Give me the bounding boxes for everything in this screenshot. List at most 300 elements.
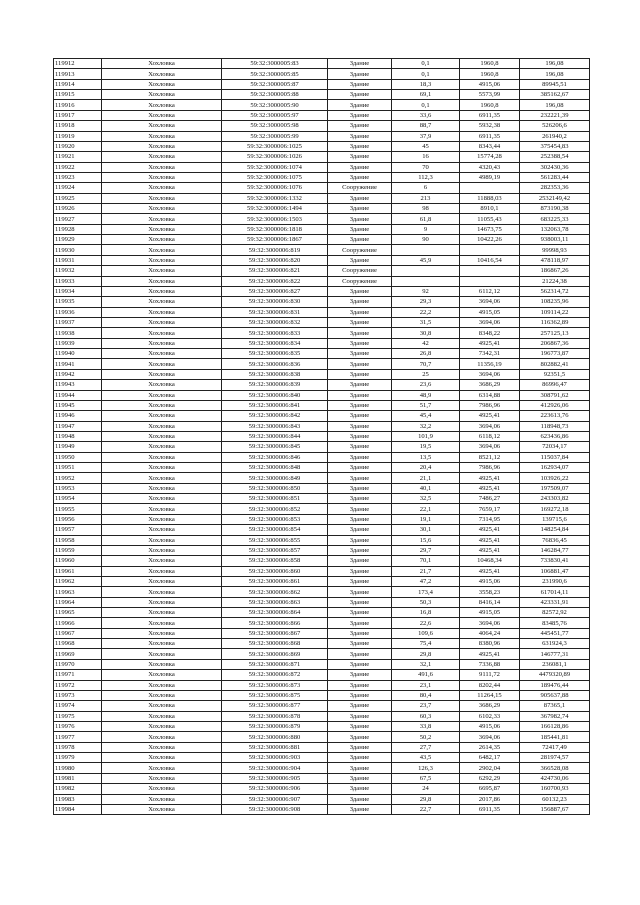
locality-cell: Хохловка xyxy=(102,711,222,721)
record-number-cell: 119924 xyxy=(54,183,102,193)
locality-cell: Хохловка xyxy=(102,763,222,773)
table-row xyxy=(54,172,590,182)
table-row xyxy=(54,193,590,203)
object-type-cell: Здание xyxy=(328,69,392,79)
locality-cell: Хохловка xyxy=(102,566,222,576)
unit-value-cell: 2017,86 xyxy=(460,794,520,804)
locality-cell: Хохловка xyxy=(102,183,222,193)
locality-cell: Хохловка xyxy=(102,556,222,566)
cadastral-value-cell: 257125,13 xyxy=(520,328,590,338)
unit-value-cell: 8202,44 xyxy=(460,680,520,690)
record-number-cell: 119922 xyxy=(54,162,102,172)
object-type-cell: Здание xyxy=(328,742,392,752)
area-cell: 30,1 xyxy=(392,525,460,535)
object-type-cell: Здание xyxy=(328,297,392,307)
cadastral-number-cell: 59:32:3000006:1332 xyxy=(222,193,328,203)
unit-value-cell: 8416,14 xyxy=(460,597,520,607)
unit-value-cell: 6695,87 xyxy=(460,784,520,794)
area-cell: 31,5 xyxy=(392,317,460,327)
object-type-cell: Здание xyxy=(328,442,392,452)
area-cell: 22,2 xyxy=(392,307,460,317)
table-row xyxy=(54,431,590,441)
area-cell: 60,3 xyxy=(392,711,460,721)
area-cell: 0,1 xyxy=(392,69,460,79)
cadastral-number-cell: 59:32:3000006:830 xyxy=(222,297,328,307)
cadastral-number-cell: 59:32:3000006:903 xyxy=(222,753,328,763)
locality-cell: Хохловка xyxy=(102,753,222,763)
table-row xyxy=(54,566,590,576)
area-cell: 126,3 xyxy=(392,763,460,773)
record-number-cell: 119947 xyxy=(54,421,102,431)
cadastral-value-cell: 197509,07 xyxy=(520,483,590,493)
cadastral-number-cell: 59:32:3000006:819 xyxy=(222,245,328,255)
unit-value-cell: 15774,28 xyxy=(460,152,520,162)
cadastral-number-cell: 59:32:3000005:98 xyxy=(222,121,328,131)
cadastral-number-cell: 59:32:3000006:843 xyxy=(222,421,328,431)
cadastral-value-cell: 21224,38 xyxy=(520,276,590,286)
cadastral-value-cell: 146777,31 xyxy=(520,649,590,659)
object-type-cell: Здание xyxy=(328,79,392,89)
area-cell: 88,7 xyxy=(392,121,460,131)
cadastral-value-cell: 162934,07 xyxy=(520,463,590,473)
record-number-cell: 119927 xyxy=(54,214,102,224)
record-number-cell: 119925 xyxy=(54,193,102,203)
cadastral-number-cell: 59:32:3000006:872 xyxy=(222,670,328,680)
table-row xyxy=(54,659,590,669)
area-cell: 16 xyxy=(392,152,460,162)
cadastral-number-cell: 59:32:3000006:852 xyxy=(222,504,328,514)
unit-value-cell: 4925,41 xyxy=(460,473,520,483)
area-cell: 25 xyxy=(392,369,460,379)
object-type-cell: Сооружение xyxy=(328,276,392,286)
locality-cell: Хохловка xyxy=(102,545,222,555)
cadastral-value-cell: 281974,57 xyxy=(520,753,590,763)
table-row xyxy=(54,255,590,265)
unit-value-cell: 6911,35 xyxy=(460,131,520,141)
cadastral-value-cell: 196,08 xyxy=(520,59,590,69)
cadastral-value-cell: 118948,73 xyxy=(520,421,590,431)
object-type-cell: Здание xyxy=(328,535,392,545)
locality-cell: Хохловка xyxy=(102,535,222,545)
record-number-cell: 119916 xyxy=(54,100,102,110)
area-cell: 90 xyxy=(392,235,460,245)
unit-value-cell: 11888,03 xyxy=(460,193,520,203)
object-type-cell: Здание xyxy=(328,504,392,514)
locality-cell: Хохловка xyxy=(102,172,222,182)
locality-cell: Хохловка xyxy=(102,121,222,131)
cadastral-value-cell: 206867,36 xyxy=(520,338,590,348)
area-cell: 0,1 xyxy=(392,59,460,69)
unit-value-cell: 3694,06 xyxy=(460,369,520,379)
locality-cell: Хохловка xyxy=(102,193,222,203)
object-type-cell: Здание xyxy=(328,670,392,680)
record-number-cell: 119937 xyxy=(54,317,102,327)
cadastral-number-cell: 59:32:3000006:879 xyxy=(222,722,328,732)
object-type-cell: Здание xyxy=(328,722,392,732)
locality-cell: Хохловка xyxy=(102,59,222,69)
cadastral-number-cell: 59:32:3000006:841 xyxy=(222,400,328,410)
record-number-cell: 119968 xyxy=(54,639,102,649)
record-number-cell: 119974 xyxy=(54,701,102,711)
cadastral-value-cell: 424730,06 xyxy=(520,773,590,783)
table-row xyxy=(54,763,590,773)
cadastral-number-cell: 59:32:3000006:863 xyxy=(222,597,328,607)
area-cell: 32,5 xyxy=(392,494,460,504)
unit-value-cell: 6292,29 xyxy=(460,773,520,783)
table-row xyxy=(54,494,590,504)
locality-cell: Хохловка xyxy=(102,380,222,390)
cadastral-number-cell: 59:32:3000006:1503 xyxy=(222,214,328,224)
unit-value-cell: 4915,05 xyxy=(460,608,520,618)
cadastral-number-cell: 59:32:3000006:866 xyxy=(222,618,328,628)
cadastral-value-cell: 139715,6 xyxy=(520,514,590,524)
locality-cell: Хохловка xyxy=(102,608,222,618)
area-cell: 20,4 xyxy=(392,463,460,473)
object-type-cell: Здание xyxy=(328,525,392,535)
cadastral-value-cell: 938003,11 xyxy=(520,235,590,245)
locality-cell: Хохловка xyxy=(102,732,222,742)
area-cell: 98 xyxy=(392,204,460,214)
record-number-cell: 119952 xyxy=(54,473,102,483)
unit-value-cell: 8910,1 xyxy=(460,204,520,214)
table-row xyxy=(54,204,590,214)
cadastral-number-cell: 59:32:3000006:832 xyxy=(222,317,328,327)
locality-cell: Хохловка xyxy=(102,297,222,307)
record-number-cell: 119978 xyxy=(54,742,102,752)
unit-value-cell: 8343,44 xyxy=(460,141,520,151)
cadastral-value-cell: 108235,96 xyxy=(520,297,590,307)
object-type-cell: Здание xyxy=(328,732,392,742)
record-number-cell: 119969 xyxy=(54,649,102,659)
cadastral-value-cell: 375454,83 xyxy=(520,141,590,151)
cadastral-value-cell: 445451,77 xyxy=(520,628,590,638)
locality-cell: Хохловка xyxy=(102,110,222,120)
cadastral-value-cell: 223613,76 xyxy=(520,411,590,421)
unit-value-cell: 7986,96 xyxy=(460,463,520,473)
area-cell: 29,8 xyxy=(392,794,460,804)
object-type-cell: Здание xyxy=(328,59,392,69)
area-cell xyxy=(392,245,460,255)
record-number-cell: 119934 xyxy=(54,286,102,296)
record-number-cell: 119932 xyxy=(54,266,102,276)
cadastral-number-cell: 59:32:3000006:821 xyxy=(222,266,328,276)
unit-value-cell: 7986,96 xyxy=(460,400,520,410)
record-number-cell: 119939 xyxy=(54,338,102,348)
record-number-cell: 119977 xyxy=(54,732,102,742)
unit-value-cell: 3694,06 xyxy=(460,317,520,327)
locality-cell: Хохловка xyxy=(102,452,222,462)
table-row xyxy=(54,618,590,628)
record-number-cell: 119915 xyxy=(54,90,102,100)
cadastral-number-cell: 59:32:3000006:1494 xyxy=(222,204,328,214)
area-cell: 45 xyxy=(392,141,460,151)
cadastral-number-cell: 59:32:3000006:860 xyxy=(222,566,328,576)
cadastral-number-cell: 59:32:3000006:873 xyxy=(222,680,328,690)
record-number-cell: 119949 xyxy=(54,442,102,452)
object-type-cell: Сооружение xyxy=(328,245,392,255)
record-number-cell: 119972 xyxy=(54,680,102,690)
object-type-cell: Здание xyxy=(328,131,392,141)
unit-value-cell: 1960,8 xyxy=(460,59,520,69)
unit-value-cell xyxy=(460,276,520,286)
record-number-cell: 119928 xyxy=(54,224,102,234)
locality-cell: Хохловка xyxy=(102,618,222,628)
cadastral-value-cell: 189476,44 xyxy=(520,680,590,690)
table-row xyxy=(54,380,590,390)
object-type-cell: Здание xyxy=(328,514,392,524)
table-row xyxy=(54,670,590,680)
area-cell: 43,5 xyxy=(392,753,460,763)
cadastral-value-cell: 367982,74 xyxy=(520,711,590,721)
object-type-cell: Здание xyxy=(328,214,392,224)
locality-cell: Хохловка xyxy=(102,680,222,690)
area-cell: 21,1 xyxy=(392,473,460,483)
object-type-cell: Здание xyxy=(328,121,392,131)
area-cell: 70,1 xyxy=(392,556,460,566)
table-row xyxy=(54,639,590,649)
object-type-cell: Здание xyxy=(328,680,392,690)
object-type-cell: Здание xyxy=(328,711,392,721)
table-row xyxy=(54,784,590,794)
record-number-cell: 119955 xyxy=(54,504,102,514)
area-cell: 69,1 xyxy=(392,90,460,100)
cadastral-number-cell: 59:32:3000006:881 xyxy=(222,742,328,752)
unit-value-cell xyxy=(460,245,520,255)
cadastral-number-cell: 59:32:3000006:838 xyxy=(222,369,328,379)
record-number-cell: 119964 xyxy=(54,597,102,607)
area-cell: 18,3 xyxy=(392,79,460,89)
object-type-cell: Здание xyxy=(328,255,392,265)
locality-cell: Хохловка xyxy=(102,152,222,162)
table-row xyxy=(54,535,590,545)
table-row xyxy=(54,649,590,659)
cadastral-number-cell: 59:32:3000006:880 xyxy=(222,732,328,742)
area-cell: 29,8 xyxy=(392,649,460,659)
locality-cell: Хохловка xyxy=(102,235,222,245)
object-type-cell: Здание xyxy=(328,566,392,576)
cadastral-value-cell: 733830,41 xyxy=(520,556,590,566)
cadastral-number-cell: 59:32:3000005:90 xyxy=(222,100,328,110)
area-cell: 92 xyxy=(392,286,460,296)
cadastral-value-cell: 76836,45 xyxy=(520,535,590,545)
locality-cell: Хохловка xyxy=(102,141,222,151)
cadastral-number-cell: 59:32:3000006:864 xyxy=(222,608,328,618)
object-type-cell: Сооружение xyxy=(328,266,392,276)
table-row xyxy=(54,131,590,141)
cadastral-number-cell: 59:32:3000006:850 xyxy=(222,483,328,493)
cadastral-value-cell: 86996,47 xyxy=(520,380,590,390)
cadastral-number-cell: 59:32:3000006:854 xyxy=(222,525,328,535)
table-row xyxy=(54,483,590,493)
area-cell: 30,8 xyxy=(392,328,460,338)
locality-cell: Хохловка xyxy=(102,773,222,783)
table-row xyxy=(54,245,590,255)
cadastral-value-cell: 2532149,42 xyxy=(520,193,590,203)
unit-value-cell: 6112,12 xyxy=(460,286,520,296)
locality-cell: Хохловка xyxy=(102,421,222,431)
cadastral-number-cell: 59:32:3000006:827 xyxy=(222,286,328,296)
object-type-cell: Здание xyxy=(328,473,392,483)
table-row xyxy=(54,276,590,286)
unit-value-cell: 5573,99 xyxy=(460,90,520,100)
object-type-cell: Здание xyxy=(328,224,392,234)
record-number-cell: 119917 xyxy=(54,110,102,120)
record-number-cell: 119944 xyxy=(54,390,102,400)
unit-value-cell: 4915,06 xyxy=(460,79,520,89)
table-row xyxy=(54,452,590,462)
area-cell: 491,6 xyxy=(392,670,460,680)
record-number-cell: 119956 xyxy=(54,514,102,524)
locality-cell: Хохловка xyxy=(102,349,222,359)
cadastral-number-cell: 59:32:3000006:908 xyxy=(222,804,328,814)
object-type-cell: Здание xyxy=(328,369,392,379)
object-type-cell: Здание xyxy=(328,773,392,783)
record-number-cell: 119979 xyxy=(54,753,102,763)
cadastral-number-cell: 59:32:3000006:857 xyxy=(222,545,328,555)
unit-value-cell: 5932,38 xyxy=(460,121,520,131)
cadastral-value-cell: 89945,51 xyxy=(520,79,590,89)
object-type-cell: Здание xyxy=(328,162,392,172)
area-cell xyxy=(392,276,460,286)
table-row xyxy=(54,162,590,172)
locality-cell: Хохловка xyxy=(102,224,222,234)
area-cell: 19,5 xyxy=(392,442,460,452)
object-type-cell: Здание xyxy=(328,597,392,607)
unit-value-cell: 10422,26 xyxy=(460,235,520,245)
unit-value-cell: 4320,43 xyxy=(460,162,520,172)
object-type-cell: Здание xyxy=(328,307,392,317)
cadastral-value-cell: 561283,44 xyxy=(520,172,590,182)
object-type-cell: Здание xyxy=(328,421,392,431)
object-type-cell: Здание xyxy=(328,483,392,493)
table-row xyxy=(54,545,590,555)
object-type-cell: Здание xyxy=(328,400,392,410)
unit-value-cell: 11264,15 xyxy=(460,690,520,700)
locality-cell: Хохловка xyxy=(102,597,222,607)
locality-cell: Хохловка xyxy=(102,525,222,535)
unit-value-cell: 3694,06 xyxy=(460,297,520,307)
locality-cell: Хохловка xyxy=(102,204,222,214)
object-type-cell: Здание xyxy=(328,359,392,369)
record-number-cell: 119984 xyxy=(54,804,102,814)
record-number-cell: 119945 xyxy=(54,400,102,410)
cadastral-number-cell: 59:32:3000006:867 xyxy=(222,628,328,638)
record-number-cell: 119940 xyxy=(54,349,102,359)
unit-value-cell: 4915,06 xyxy=(460,722,520,732)
cadastral-value-cell: 873190,38 xyxy=(520,204,590,214)
locality-cell: Хохловка xyxy=(102,690,222,700)
object-type-cell: Здание xyxy=(328,463,392,473)
table-row xyxy=(54,235,590,245)
object-type-cell: Здание xyxy=(328,556,392,566)
object-type-cell: Здание xyxy=(328,794,392,804)
cadastral-number-cell: 59:32:3000006:831 xyxy=(222,307,328,317)
unit-value-cell: 8380,96 xyxy=(460,639,520,649)
record-number-cell: 119963 xyxy=(54,587,102,597)
cadastral-value-cell: 106881,47 xyxy=(520,566,590,576)
object-type-cell: Здание xyxy=(328,431,392,441)
area-cell: 70,7 xyxy=(392,359,460,369)
record-number-cell: 119983 xyxy=(54,794,102,804)
cadastral-value-cell: 132063,78 xyxy=(520,224,590,234)
object-type-cell: Здание xyxy=(328,338,392,348)
cadastral-number-cell: 59:32:3000006:1025 xyxy=(222,141,328,151)
record-number-cell: 119959 xyxy=(54,545,102,555)
object-type-cell: Здание xyxy=(328,390,392,400)
area-cell: 37,9 xyxy=(392,131,460,141)
area-cell: 33,8 xyxy=(392,722,460,732)
area-cell: 40,1 xyxy=(392,483,460,493)
unit-value-cell: 4925,41 xyxy=(460,649,520,659)
record-number-cell: 119931 xyxy=(54,255,102,265)
object-type-cell: Здание xyxy=(328,110,392,120)
record-number-cell: 119973 xyxy=(54,690,102,700)
object-type-cell: Здание xyxy=(328,690,392,700)
object-type-cell: Здание xyxy=(328,328,392,338)
table-row xyxy=(54,359,590,369)
cadastral-value-cell: 72417,49 xyxy=(520,742,590,752)
record-number-cell: 119913 xyxy=(54,69,102,79)
cadastral-number-cell: 59:32:3000006:877 xyxy=(222,701,328,711)
table-row xyxy=(54,690,590,700)
cadastral-number-cell: 59:32:3000006:846 xyxy=(222,452,328,462)
cadastral-value-cell: 156887,67 xyxy=(520,804,590,814)
locality-cell: Хохловка xyxy=(102,587,222,597)
locality-cell: Хохловка xyxy=(102,369,222,379)
unit-value-cell: 3694,06 xyxy=(460,732,520,742)
table-row xyxy=(54,100,590,110)
cadastral-value-cell: 302430,36 xyxy=(520,162,590,172)
object-type-cell: Здание xyxy=(328,576,392,586)
unit-value-cell: 14673,75 xyxy=(460,224,520,234)
cadastral-value-cell: 366528,08 xyxy=(520,763,590,773)
table-row xyxy=(54,463,590,473)
table-row xyxy=(54,701,590,711)
record-number-cell: 119951 xyxy=(54,463,102,473)
cadastral-value-cell: 92351,5 xyxy=(520,369,590,379)
table-row xyxy=(54,680,590,690)
area-cell: 45,4 xyxy=(392,411,460,421)
locality-cell: Хохловка xyxy=(102,473,222,483)
locality-cell: Хохловка xyxy=(102,628,222,638)
record-number-cell: 119923 xyxy=(54,172,102,182)
record-number-cell: 119918 xyxy=(54,121,102,131)
unit-value-cell: 6118,12 xyxy=(460,431,520,441)
table-row xyxy=(54,59,590,69)
table-row xyxy=(54,369,590,379)
table-row xyxy=(54,152,590,162)
table-row xyxy=(54,214,590,224)
record-number-cell: 119936 xyxy=(54,307,102,317)
unit-value-cell xyxy=(460,183,520,193)
record-number-cell: 119961 xyxy=(54,566,102,576)
locality-cell: Хохловка xyxy=(102,328,222,338)
cadastral-value-cell: 232221,39 xyxy=(520,110,590,120)
cadastral-number-cell: 59:32:3000006:871 xyxy=(222,659,328,669)
locality-cell: Хохловка xyxy=(102,69,222,79)
cadastral-number-cell: 59:32:3000006:840 xyxy=(222,390,328,400)
table-row xyxy=(54,628,590,638)
unit-value-cell: 3686,29 xyxy=(460,380,520,390)
record-number-cell: 119921 xyxy=(54,152,102,162)
area-cell: 50,2 xyxy=(392,732,460,742)
table-row xyxy=(54,514,590,524)
object-type-cell: Здание xyxy=(328,628,392,638)
record-number-cell: 119941 xyxy=(54,359,102,369)
cadastral-number-cell: 59:32:3000006:845 xyxy=(222,442,328,452)
cadastral-number-cell: 59:32:3000006:868 xyxy=(222,639,328,649)
cadastral-number-cell: 59:32:3000006:1076 xyxy=(222,183,328,193)
